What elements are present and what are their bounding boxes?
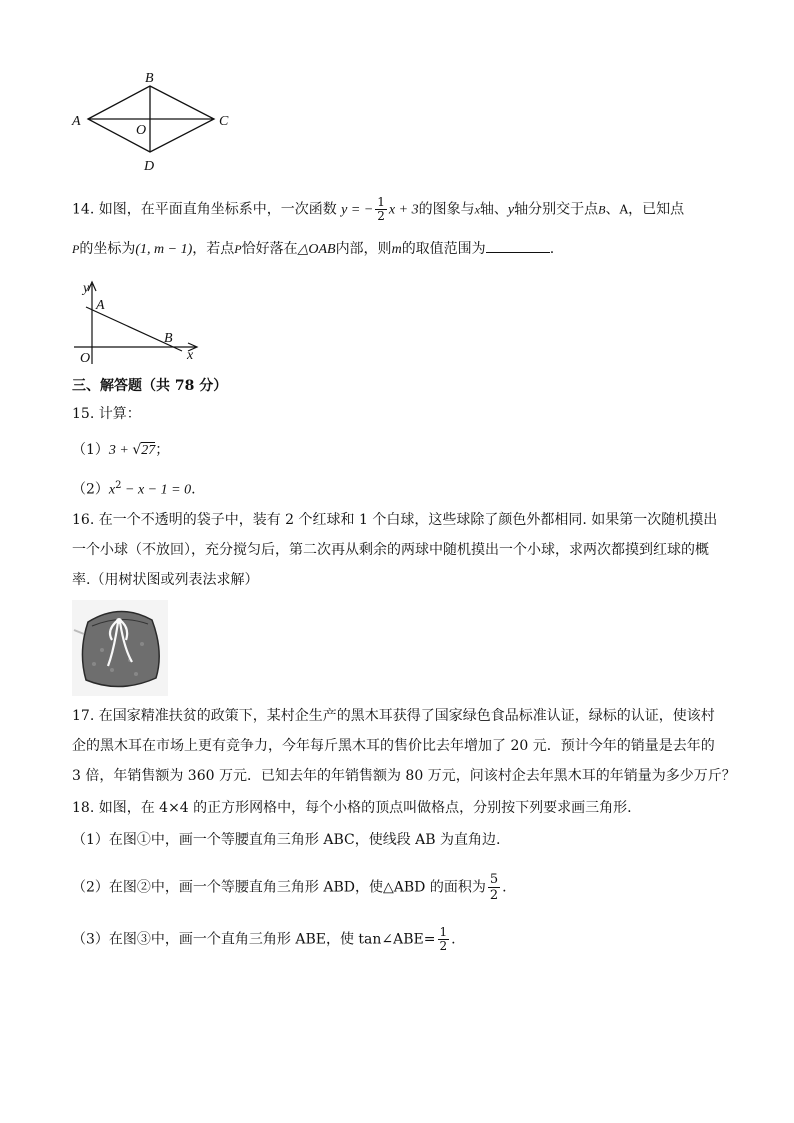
- q16-line-1: 16. 在一个不透明的袋子中，装有 2 个红球和 1 个白球，这些球除了颜色外都相同. 如果第一次随机摸出: [72, 512, 718, 528]
- q18-p2-end: .: [502, 879, 507, 896]
- q14-frac-num: 1: [377, 195, 385, 209]
- q18-p3-num: 1: [439, 925, 448, 939]
- q15-p2-rest: − x − 1 = 0: [121, 482, 192, 498]
- q14-line-1: [72, 196, 684, 223]
- q16-line-3: 率.（用树状图或列表法求解）: [72, 572, 259, 588]
- q15-p2-var: x: [108, 482, 116, 498]
- q15-title: 计算：: [98, 406, 141, 422]
- q15-p2-end: .: [191, 481, 196, 498]
- q15-p1-radicand: 27: [141, 443, 156, 458]
- label-b: B: [145, 71, 154, 86]
- q18-p3-text: （3）在图③中，画一个直角三角形 ABE，使 tan∠ABE=: [72, 931, 436, 948]
- sqrt-symbol: √: [132, 442, 142, 458]
- q14-text-10: 的取值范围为: [401, 241, 486, 257]
- q18-p2-fraction: [488, 872, 500, 903]
- q18-intro: 18. 如图，在 4×4 的正方形网格中，每个小格的顶点叫做格点，分别按下列要求画三角形.: [72, 800, 632, 816]
- axes-label-b: B: [164, 331, 173, 346]
- q15-p1-end: ；: [155, 442, 170, 458]
- q14-line-2: [72, 238, 554, 260]
- q18-p2-den: 2: [489, 888, 499, 903]
- q14-triangle: △OAB: [297, 242, 336, 257]
- q14-point-p-2: P: [234, 242, 242, 256]
- axes-figure: [66, 276, 206, 368]
- q18-p3-fraction: [438, 926, 450, 953]
- q15-p2-label: （2）: [72, 481, 109, 498]
- q14-eq-lhs: y = −: [341, 202, 374, 218]
- q14-text-3: 轴、: [479, 201, 508, 218]
- bag-image: [72, 600, 168, 696]
- q14-m-var: m: [391, 242, 402, 257]
- q14-y-var: y: [507, 202, 515, 218]
- q14-point-b: B: [598, 202, 606, 217]
- q16-line-2: 一个小球（不放回），充分搅匀后，第二次再从剩余的两球中随机摸出一个小球，求两次都摸到红球的概: [72, 542, 709, 558]
- rhombus-figure: [66, 66, 246, 178]
- q17-line-3: 3 倍，年销售额为 360 万元．已知去年的年销售额为 80 万元，问该村企去年黑木耳的年销量为多少万斤？: [72, 768, 736, 784]
- q14-text-4: 轴分别交于点: [514, 201, 599, 218]
- section-3-title: 三、解答题（共 78 分）: [72, 378, 228, 394]
- q15-p2-exponent: 2: [115, 480, 122, 491]
- axes-label-x: x: [187, 348, 194, 363]
- bag-knot: [116, 618, 122, 624]
- q14-point-p: P: [72, 242, 80, 256]
- q14-x-var: x: [474, 202, 480, 217]
- q14-answer-blank[interactable]: [486, 238, 550, 253]
- q18-part-2: [72, 872, 507, 903]
- q14-frac-den: 2: [377, 209, 385, 223]
- label-o: O: [136, 123, 147, 138]
- label-d: D: [144, 159, 155, 174]
- q18-part-1: （1）在图①中，画一个等腰直角三角形 ABC，使线段 AB 为直角边.: [72, 832, 501, 848]
- q18-p3-den: 2: [439, 939, 448, 953]
- q15-p1-expr: 3 +: [108, 443, 133, 458]
- q14-number: 14.: [72, 201, 95, 218]
- q14-text-9: 内部，则: [335, 241, 392, 257]
- q14-eq-rhs: x + 3: [388, 202, 419, 218]
- q15-number: 15.: [72, 406, 95, 422]
- q14-text-5: ，已知点: [628, 201, 685, 218]
- q18-p2-text: （2）在图②中，画一个等腰直角三角形 ABD，使△ABD 的面积为: [72, 879, 486, 896]
- q15-title-line: [72, 404, 141, 424]
- q15-part-1: [72, 440, 169, 461]
- q15-p1-label: （1）: [72, 442, 109, 458]
- q14-text-2: 的图象与: [418, 201, 475, 218]
- axes-label-o: O: [80, 351, 91, 366]
- q14-text-1: 如图，在平面直角坐标系中，一次函数: [98, 201, 337, 218]
- q15-part-2: [72, 476, 196, 501]
- label-c: C: [219, 114, 229, 129]
- q14-text-6: 的坐标为: [79, 241, 136, 257]
- label-a: A: [72, 114, 81, 129]
- q18-p2-num: 5: [489, 872, 499, 887]
- q17-line-2: 企的黑木耳在市场上更有竞争力，今年每斤黑木耳的售价比去年增加了 20 元．预计今年的销量是去年的: [72, 738, 715, 754]
- axes-label-a: A: [96, 298, 105, 313]
- q14-fraction: [375, 196, 387, 223]
- q14-coord: (1, m − 1): [135, 242, 193, 257]
- q14-end: .: [549, 241, 555, 257]
- axes-label-y: y: [83, 281, 90, 296]
- q18-p3-end: .: [451, 931, 456, 948]
- q14-sep: 、: [605, 201, 620, 218]
- q17-line-1: 17. 在国家精准扶贫的政策下，某村企生产的黑木耳获得了国家绿色食品标准认证，绿标的认证，使该村: [72, 708, 715, 724]
- q14-text-8: 恰好落在: [241, 241, 298, 257]
- q18-part-3: [72, 926, 456, 953]
- q14-text-7: ，若点: [192, 241, 235, 257]
- q14-point-a: A: [619, 202, 629, 217]
